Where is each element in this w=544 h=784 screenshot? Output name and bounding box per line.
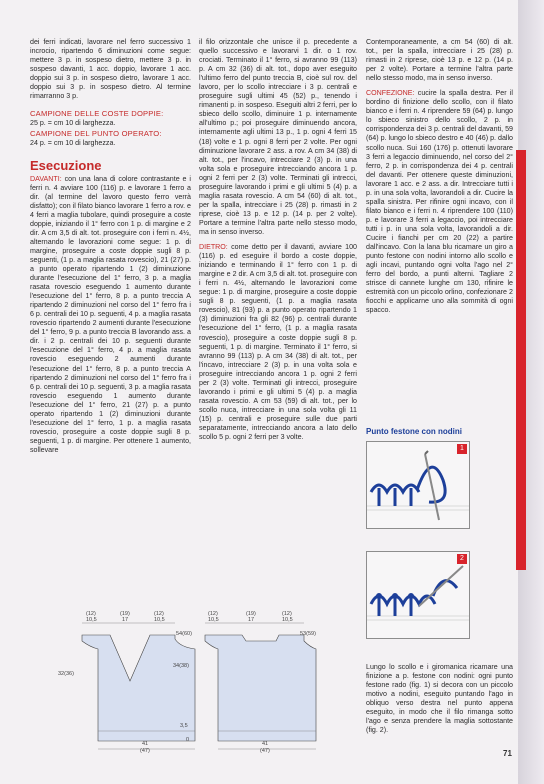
- esecuzione-heading: Esecuzione: [30, 157, 102, 173]
- dietro-label: DIETRO:: [199, 243, 228, 252]
- dim-front-width: 41: [142, 741, 149, 747]
- campione-punto-title: CAMPIONE DEL PUNTO OPERATO:: [30, 129, 162, 139]
- figure-caption: [366, 663, 513, 736]
- dim-back-top-left-alt: (12): [208, 611, 218, 617]
- dim-top-left-alt: (12): [86, 611, 96, 617]
- figure-caption-text: Lungo lo scollo e i giromanica ricamare una finizione a p. festone con nodini: ogni punto festone rado (fig. 1) si decora con un piccolo motivo a nodini, eseguito puntando l'ago in obliquo verso destra nel punto appena eseguito, in modo che il filo rimanga sotto l'ago e senza prendere la maglia sottostante (fig. 2).: [366, 663, 513, 735]
- dietro-text: come detto per il davanti, avviare 100 (116) p. ed eseguire il bordo a coste doppie, iniziando e terminando il 1° ferro con 1 p. di margine e 2 dir. A cm 3,5 di alt. tot. proseguire con i ferri n. 4½, alternando le lavorazioni come segue: 1 p. di margine, proseguire a coste doppie sugli 8 p. seguenti, (1 p. a maglia rasata rovescio), 81 (93) p. a punto operato ripartendo 1 (3) diminuzioni fra gli 82 (96) p. centrali durante l'esecuzione del 1° ferro, (1 p. a maglia rasata rovescio), proseguire a coste doppie sugli 8 p. seguenti, 1 p. di margine. Terminato il 1° ferro, si avranno 99 (113) p. A cm 34 (38) di alt. tot., per l'incavo, intrecciare 2 (3) p. in una volta sola e proseguire intrecciando ancora 1 p. ogni 2 ferri per 2 (3) volte. Terminati gli intrecci, proseguire lavorando i primi e gli ultimi 5 (4) p. a maglia rasata rovescio. A cm 53 (59) di alt. tot., per lo scollo nuca, intrecciare in una sola volta gli 11 (15) p. centrali e proseguire sulle due parti separatamente, intrecciando ancora a lato dello scollo 5 p. ogni 2 ferri per 3 volte.: [199, 243, 357, 442]
- figure-2-box: [366, 551, 470, 639]
- figure-2-stitch-illustration: [367, 552, 469, 638]
- dim-armhole-height: 34(38): [173, 663, 189, 669]
- dietro-paragraph: [199, 243, 357, 442]
- column-3: [366, 38, 513, 316]
- davanti-text: con una lana di colore contrastante e i ferri n. 4 avviare 100 (116) p. e lavorare 1 ferro a dir. (al termine del lavoro questo ferro verrà disfatto); con il filato bianco lavorare 1 ferro a rov. e 4 ferri a maglia tubolare, quindi proseguire a coste doppie, iniziando il 1° ferro con 1 p. di margine e 2 dir. A cm 3,5 di alt. tot. proseguire con i ferri n. 4½, alternando le lavorazioni come segue: 1 p. di margine, proseguire a coste doppie sugli 8 p. seguenti, (1 p. a maglia rasata rovescio), 21 (27) p. a punto operato ripartendo 1 (2) diminuzione durante l'esecuzione del 1° ferro, 3 p. a maglia rasata rovescio eseguendo 1 aumento durante l'esecuzione del 1° ferro, 8 p. a punto treccia A ripartendo 2 diminuzioni nel corso del 1° ferro fra i 6 p. centrali dei 10 p. seguenti, 4 p. a maglia rasata rovescio ripartendo 2 aumenti durante l'esecuzione del 1° ferro, 9 p. a punto treccia B lavorando ass. a dir. i 2 p. centrali dei 10 p. seguenti durante l'esecuzione del 1° ferro, 4 p. a maglia rasata rovescio eseguendo 2 aumenti durante l'esecuzione del 1° ferro, 8 p. a punto treccia A ripartendo 2 diminuzioni nel corso del 1° ferro fra i 6 p. centrali dei 10 p. seguenti, 3 p. a maglia rasata rovescio eseguendo 1 aumento durante l'esecuzione del 1° ferro, 21 (27) p. a punto operato ripartendo 1 (2) diminuzioni durante l'esecuzione del 1° ferro, 1 p. a maglia rasata rovescio, proseguire a coste doppie sugli 8 p. seguenti, 1 p. di margine. Per ottenere 1 aumento, sollevare: [30, 174, 191, 454]
- davanti-paragraph: [30, 175, 191, 455]
- col2-top-text: il filo orizzontale che unisce il p. precedente a quello successivo e lavorarvi 1 dir. o 1 rov. crociati. Terminato il 1° ferro, si avranno 99 (113) p. A cm 32 (36) di alt. tot., dopo aver eseguito l'ultimo ferro del punto treccia B, cioè sul rov. del lavoro, per lo scollo intrecciare i 3 p. centrali e proseguire sugli ultimi 45 (52) p., tenendo i rimanenti p. in sospeso. Eseguiti altri 2 ferri, per lo sbieco dello scollo, diminuire 1 p. internamente all'ultimo p.; poi proseguire diminuendo ancora, internamente agli ultimi 13 p., 1 p. ogni 4 ferri 15 (18) volte e 1 p. ogni 8 ferri per 2 volte. Per ogni diminuzione lavorare 2 ass. a rov. A cm 34 (38) di alt. tot., per l'incavo, intrecciare 2 (3) p. in una volta sola e proseguire intrecciando ancora 1 p. ogni 2 ferri per 2 (3) volte. Terminati gli intrecci, proseguire lavorando i primi e gli ultimi 5 (4) p. a maglia rasata rovescio. A cm 54 (60) di alt. tot., per la spalla, intrecciare i 25 (28) p. rimasti in 2 riprese, cioè 13 p. e 12 p. (14 p. per 2 volte). Portare a termine l'altra parte nello stesso modo, ma in senso inverso.: [199, 38, 357, 236]
- dim-back-height: 53(59): [300, 631, 316, 637]
- column-1: [30, 38, 191, 456]
- dim-side-height: 32(36): [58, 671, 74, 677]
- column-2: [199, 38, 357, 443]
- dim-zero: 0: [186, 737, 190, 743]
- davanti-label: DAVANTI:: [30, 174, 62, 183]
- dim-back-top-left: 10,5: [208, 617, 219, 623]
- dim-back-top-mid: 17: [248, 617, 255, 623]
- dim-top-left: 10,5: [86, 617, 97, 623]
- dim-top-right: 10,5: [154, 617, 165, 623]
- garment-schematic: [30, 611, 330, 756]
- dim-back-top-right: 10,5: [282, 617, 293, 623]
- col3-top-text: Contemporaneamente, a cm 54 (60) di alt. tot., per la spalla, intrecciare i 25 (28) p. rimasti in 2 riprese, cioè 13 p. e 12 p. (14 p. per 2 volte). Portare a termine l'altra parte nello stesso modo, ma in senso inverso.: [366, 38, 513, 83]
- figure-1-stitch-illustration: [367, 442, 469, 528]
- dim-back-width: 41: [262, 741, 269, 747]
- dim-top-mid-alt: (19): [120, 611, 130, 617]
- confezione-paragraph: [366, 89, 513, 315]
- confezione-label: CONFEZIONE:: [366, 89, 415, 98]
- dim-front-height: 54(60): [176, 631, 192, 637]
- dim-top-right-alt: (12): [154, 611, 164, 617]
- red-edge-stripe: [516, 150, 526, 570]
- page-number: 71: [503, 749, 512, 758]
- figure-2-number: 2: [457, 554, 467, 564]
- campione-coste-text: 25 p. = cm 10 di larghezza.: [30, 119, 116, 128]
- figure-1-box: [366, 441, 470, 529]
- campione-coste-title: CAMPIONE DELLE COSTE DOPPIE:: [30, 109, 164, 119]
- dim-back-top-mid-alt: (19): [246, 611, 256, 617]
- dim-top-mid: 17: [122, 617, 129, 623]
- col1-top-text: dei ferri indicati, lavorare nel ferro successivo 1 incrocio, ripartendo 6 diminuzioni come segue: mettere 3 p. in sospeso dietro, mettere 3 p. in sospeso davanti, 1 acc. doppio, lavorare 1 acc. doppio sui 3 p. in sospeso dietro, lavorare 1 acc. doppio sui 3 p. in sospeso dietro. Al termine rimarranno 3 p.: [30, 38, 191, 101]
- figure-title: Punto festone con nodini: [366, 427, 462, 436]
- figure-1-number: 1: [457, 444, 467, 454]
- dim-front-width-alt: (47): [140, 748, 150, 754]
- campione-punto-text: 24 p. = cm 10 di larghezza.: [30, 139, 116, 148]
- dim-back-width-alt: (47): [260, 748, 270, 754]
- dim-rib-height: 3,5: [180, 723, 188, 729]
- confezione-text: cucire la spalla destra. Per il bordino di finizione dello scollo, con il filato bianco e i ferri n. 4 riprendere 59 (64) p. lungo lo sbieco sinistro dello scollo, 2 p. in corrispondenza dei 3 p. centrali del davanti, 59 (64) p. lungo lo sbieco destro e 40 (46) p. dallo scollo nuca. Sui 160 (176) p. ottenuti lavorare 3 ferri a legaccio diminuendo, nel corso del 2° ferro, 2 p. in corrispondenza dei 4 p. centrali del davanti. Per ottenere queste diminuzioni, lavorare 1 acc. e 2 ass. a dir. Intrecciare tutti i p. in una sola volta, lavorandoli a dir. Cucire la spalla sinistra. Per rifinire ogni incavo, con il filato bianco e i ferri n. 4 riprendere 100 (110) p. e lavorare 3 ferri a legaccio, poi intrecciare tutti i p. in una sola volta, lavorandoli a dir. Cucire i fianchi per cm 20 (22) a partire dall'incavo. Con la lana blu ricamare un giro a punto festone con nodini intorno allo scollo e agli incavi, puntando ogni volta l'ago nel 2° ferro del bordo, a punti alterni. Tagliare 2 strisce di cannete lunghe cm 130, rifinire le estremità con un piccolo orlino, confezionare 2 fiocchi e applicarne uno alla sommità di ogni spacco.: [366, 89, 513, 315]
- dim-back-top-right-alt: (12): [282, 611, 292, 617]
